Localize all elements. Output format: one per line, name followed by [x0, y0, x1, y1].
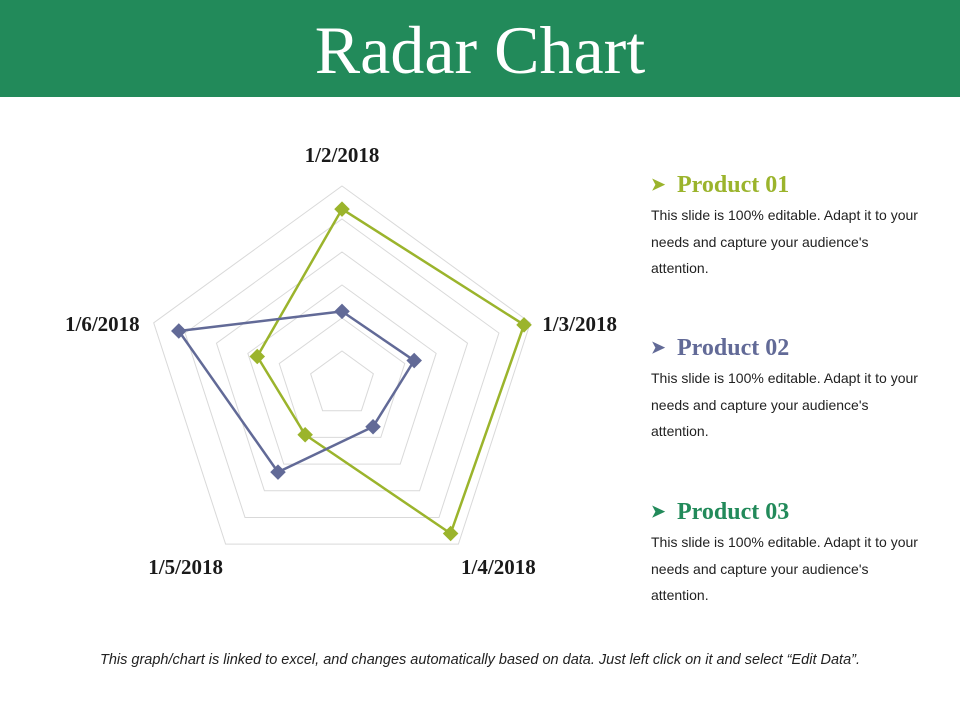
radar-marker-series-2 — [171, 323, 187, 339]
legend-description: This slide is 100% editable. Adapt it to your needs and capture your audience's attention. — [651, 207, 918, 276]
arrow-right-icon: ➤ — [651, 338, 666, 357]
radar-axis-label: 1/6/2018 — [65, 311, 140, 336]
radar-axis-label: 1/5/2018 — [148, 555, 223, 580]
radar-marker-series-2 — [365, 419, 381, 435]
radar-grid-ring — [311, 351, 374, 411]
radar-marker-series-1 — [334, 201, 350, 217]
radar-series-line-2 — [179, 311, 414, 472]
radar-marker-series-1 — [516, 317, 532, 333]
radar-series-line-1 — [257, 209, 524, 533]
radar-axis-label: 1/4/2018 — [461, 555, 536, 580]
arrow-right-icon: ➤ — [651, 175, 666, 194]
legend-title-product-02: ➤ Product 02 — [651, 335, 790, 361]
legend-description: This slide is 100% editable. Adapt it to your needs and capture your audience's attention. — [651, 370, 918, 439]
radar-grid-ring — [185, 219, 499, 517]
footnote: This graph/chart is linked to excel, and changes automatically based on data. Just left click on it and select “Edit Data”. — [99, 652, 861, 668]
arrow-right-icon: ➤ — [651, 502, 666, 521]
radar-marker-series-1 — [443, 526, 459, 542]
legend-title-product-03: ➤ Product 03 — [651, 499, 790, 525]
radar-axis-label: 1/3/2018 — [542, 311, 617, 336]
page-title: Radar Chart — [314, 12, 646, 88]
legend-title-product-01: ➤ Product 01 — [651, 172, 790, 198]
radar-grid-ring — [279, 318, 405, 437]
radar-axis-label: 1/2/2018 — [304, 143, 380, 167]
legend-product-02 — [651, 334, 921, 445]
radar-marker-series-1 — [297, 427, 313, 443]
legend-product-01 — [651, 171, 921, 282]
legend-description: This slide is 100% editable. Adapt it to your needs and capture your audience's attention. — [651, 534, 918, 603]
legend-product-03 — [651, 498, 921, 609]
radar-marker-series-2 — [406, 353, 422, 369]
radar-chart — [0, 100, 640, 660]
title-banner — [0, 0, 960, 97]
radar-marker-series-2 — [334, 304, 350, 320]
radar-marker-series-2 — [270, 464, 286, 480]
